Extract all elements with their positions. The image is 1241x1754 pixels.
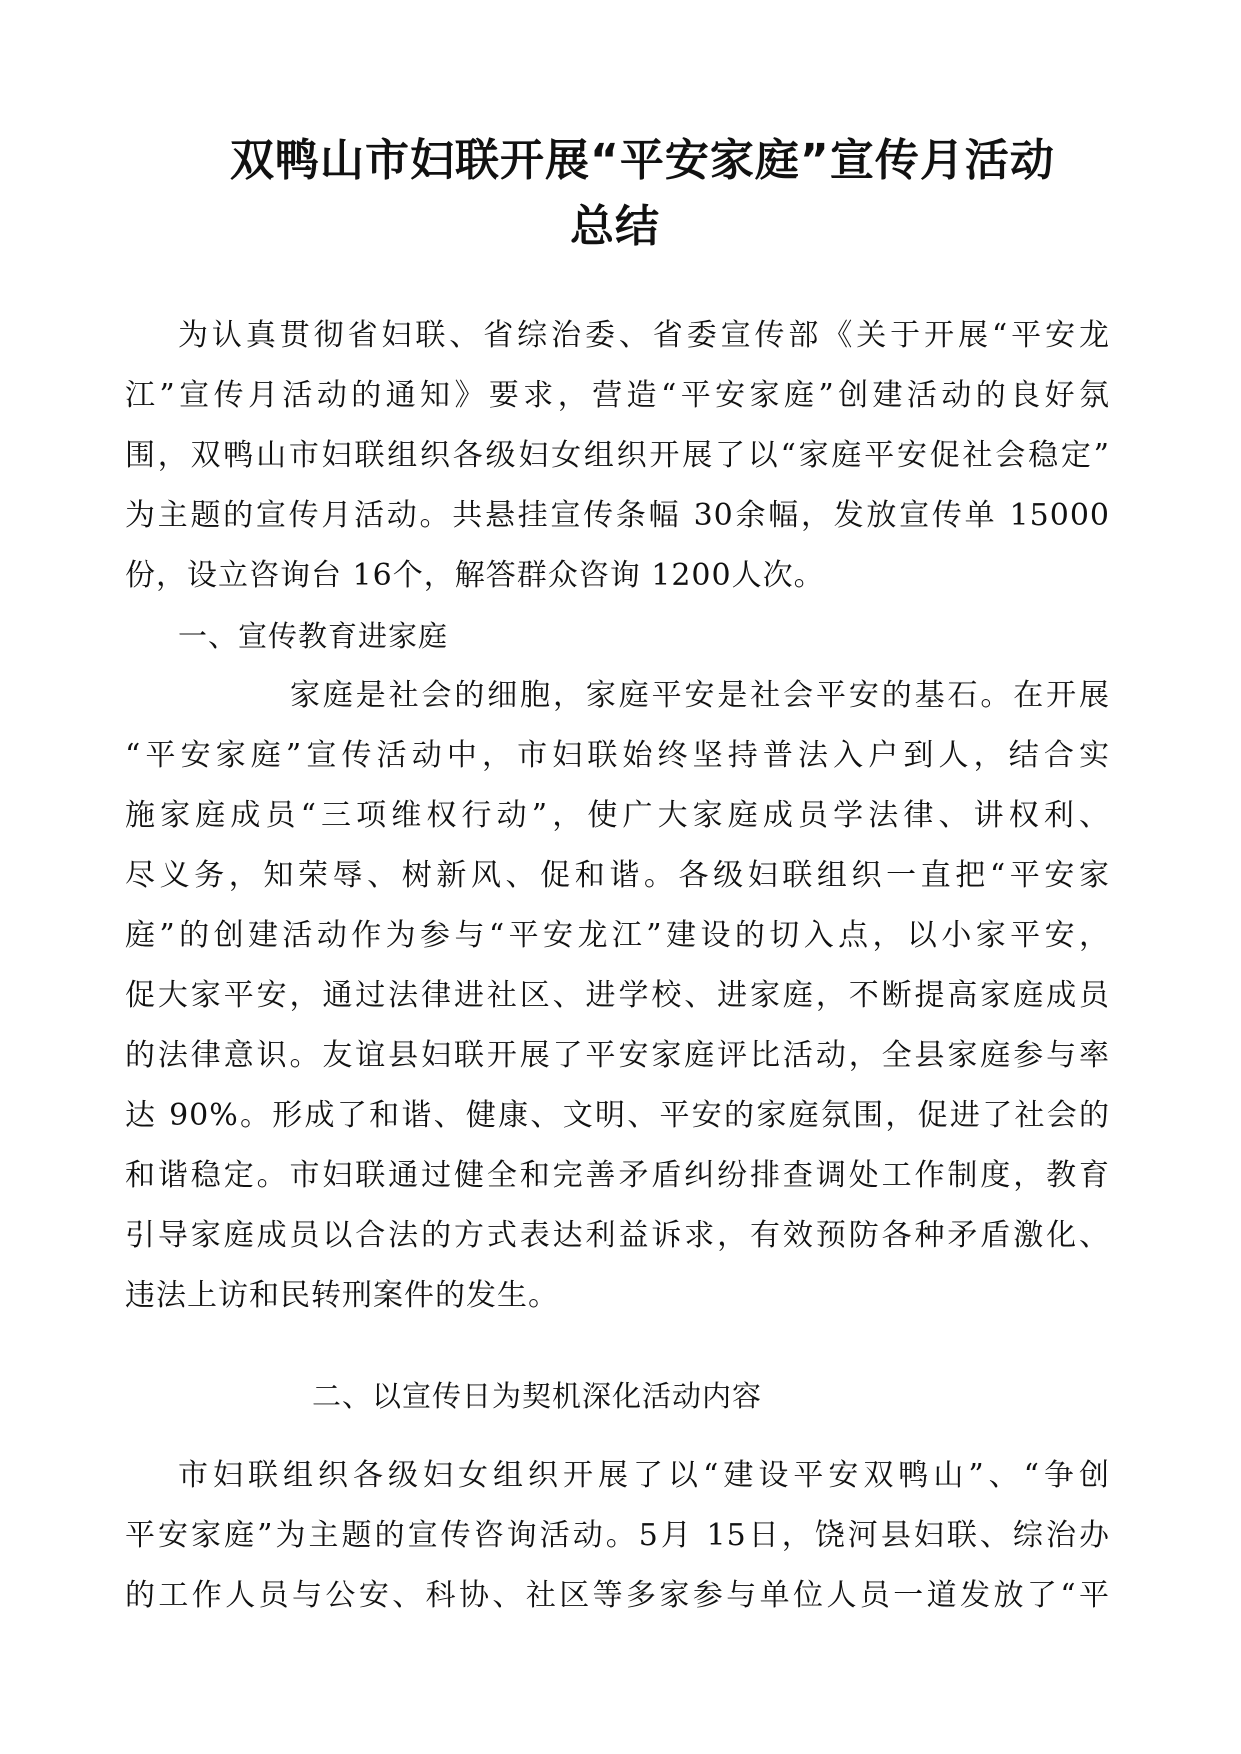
document-title-line-2: 总结 — [570, 201, 660, 252]
section-1-line: 的法律意识。友谊县妇联开展了平安家庭评比活动，全县家庭参与率 — [125, 1038, 1110, 1073]
section-1-line: 家庭是社会的细胞，家庭平安是社会平安的基石。在开展 — [290, 678, 1110, 713]
intro-line: 为认真贯彻省妇联、省综治委、省委宣传部《关于开展“平安龙 — [178, 318, 1110, 353]
section-1-line: 庭”的创建活动作为参与“平安龙江”建设的切入点，以小家平安， — [125, 918, 1110, 953]
section-1-line: 尽义务，知荣辱、树新风、促和谐。各级妇联组织一直把“平安家 — [125, 858, 1110, 893]
section-1-line: 违法上访和民转刑案件的发生。 — [125, 1278, 559, 1313]
section-2-heading: 二、以宣传日为契机深化活动内容 — [312, 1379, 763, 1413]
section-1-line: 引导家庭成员以合法的方式表达利益诉求，有效预防各种矛盾激化、 — [125, 1218, 1110, 1253]
intro-line: 江”宣传月活动的通知》要求，营造“平安家庭”创建活动的良好氛 — [125, 378, 1110, 413]
document-title-line-1: 双鸭山市妇联开展“平安家庭”宣传月活动 — [230, 135, 1055, 186]
section-2-line: 平安家庭”为主题的宣传咨询活动。5月 15日，饶河县妇联、综治办 — [125, 1518, 1110, 1553]
section-2-line: 市妇联组织各级妇女组织开展了以“建设平安双鸭山”、“争创 — [178, 1458, 1110, 1493]
section-1-line: 施家庭成员“三项维权行动”，使广大家庭成员学法律、讲权利、 — [125, 798, 1110, 833]
section-1-line: “平安家庭”宣传活动中，市妇联始终坚持普法入户到人，结合实 — [125, 738, 1110, 773]
intro-line: 围，双鸭山市妇联组织各级妇女组织开展了以“家庭平安促社会稳定” — [125, 438, 1110, 473]
section-1-line: 促大家平安，通过法律进社区、进学校、进家庭，不断提高家庭成员 — [125, 978, 1110, 1013]
intro-line: 份，设立咨询台 16个，解答群众咨询 1200人次。 — [125, 558, 825, 593]
section-2-line: 的工作人员与公安、科协、社区等多家参与单位人员一道发放了“平 — [125, 1578, 1110, 1613]
section-1-line: 达 90%。形成了和谐、健康、文明、平安的家庭氛围，促进了社会的 — [125, 1098, 1110, 1133]
intro-line: 为主题的宣传月活动。共悬挂宣传条幅 30余幅，发放宣传单 15000 — [125, 498, 1110, 533]
section-1-line: 和谐稳定。市妇联通过健全和完善矛盾纠纷排查调处工作制度，教育 — [125, 1158, 1110, 1193]
section-1-heading: 一、宣传教育进家庭 — [178, 619, 449, 653]
